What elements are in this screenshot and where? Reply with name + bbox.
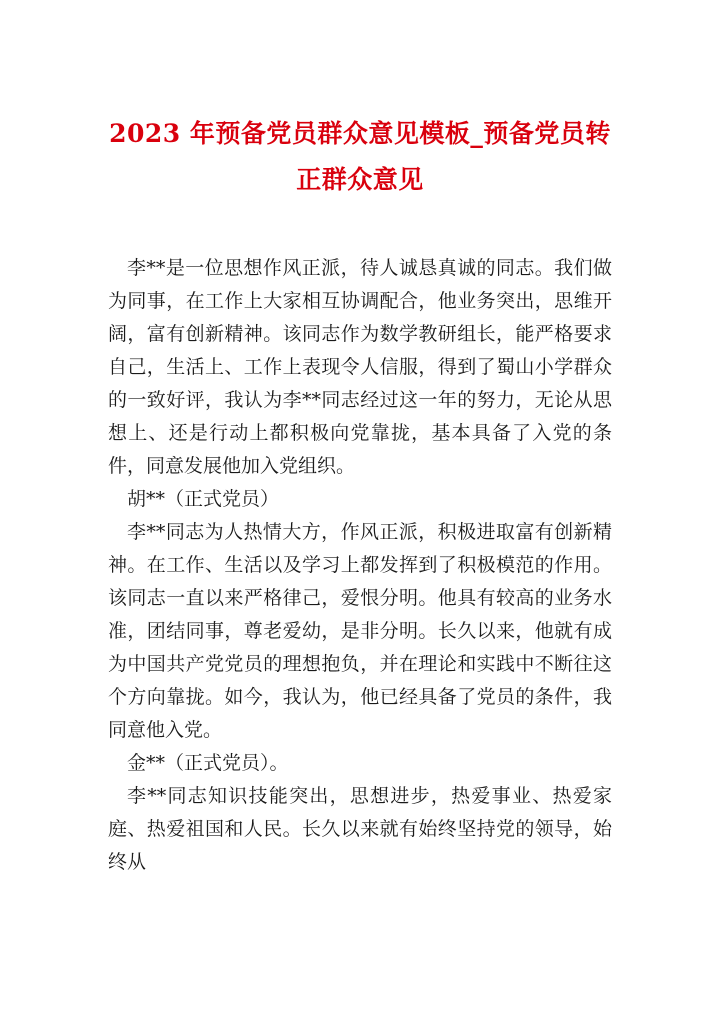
document-body (108, 252, 612, 879)
paragraph-opinion-2: 李**同志为人热情大方，作风正派，积极进取富有创新精神。在工作、生活以及学习上都发挥到了积极模范的作用。该同志一直以来严格律己，爱恨分明。他具有较高的业务水准，团结同事，尊老爱幼，是非分明。长久以来，他就有成为中国共产党党员的理想抱负，并在理论和实践中不断往这个方向靠拢。如今，我认为，他已经具备了党员的条件，我同意他入党。 (108, 521, 612, 741)
paragraph-opinion-1: 李**是一位思想作风正派，待人诚恳真诚的同志。我们做为同事，在工作上大家相互协调配合，他业务突出，思维开阔，富有创新精神。该同志作为数学教研组长，能严格要求自己，生活上、工作上表现令人信服，得到了蜀山小学群众的一致好评，我认为李**同志经过这一年的努力，无论从思想上、还是行动上都积极向党靠拢，基本具备了入党的条件，同意发展他加入党组织。 (108, 257, 612, 477)
document-title-line1: 2023 年预备党员群众意见模板_预备党员转 (109, 119, 611, 148)
paragraph-opinion-3: 李**同志知识技能突出，思想进步，热爱事业、热爱家庭、热爱祖国和人民。长久以来就有始终坚持党的领导，始终从 (108, 785, 612, 873)
signature-2: 金**（正式党员）。 (127, 752, 289, 774)
document-title-line2: 正群众意见 (296, 165, 424, 194)
signature-1: 胡**（正式党员） (127, 488, 280, 510)
